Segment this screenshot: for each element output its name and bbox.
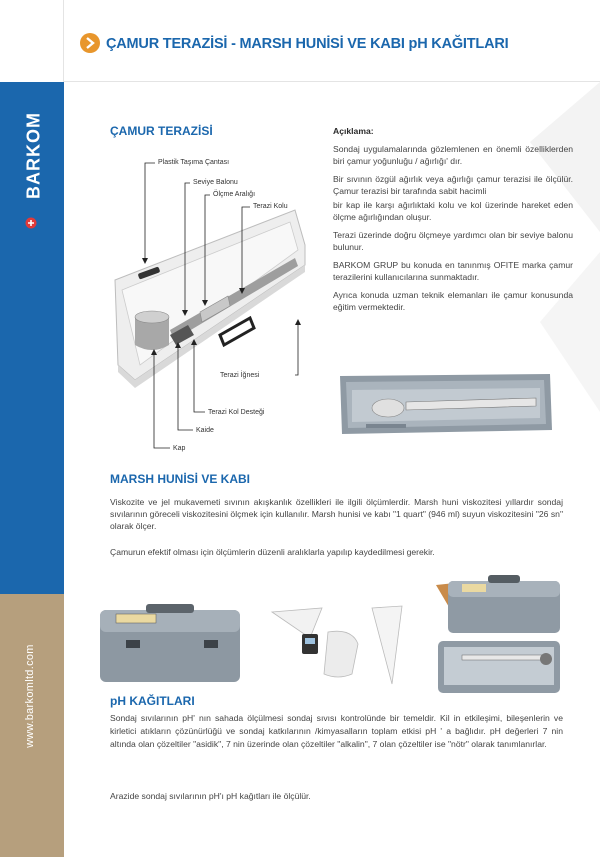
description-heading: Açıklama: (333, 126, 374, 136)
ph-papers-paragraph-2: Arazide sondaj sıvılarının pH'ı pH kağıtları ile ölçülür. (110, 791, 311, 801)
page-title: ÇAMUR TERAZİSİ - MARSH HUNİSİ VE KABI pH KAĞITLARI (106, 36, 509, 52)
mud-balance-case-photo (336, 368, 554, 440)
mud-balance-description (333, 143, 573, 319)
brand-logo (14, 95, 48, 225)
description-paragraph: Ayrıca konuda uzman teknik elemanları ile çamur konusunda eğitim vermektedir. (333, 290, 573, 312)
section-title-ph-papers: pH KAĞITLARI (110, 694, 195, 708)
chevron-right-icon (80, 33, 100, 53)
label-carrying-case: Plastik Taşıma Çantası (158, 159, 230, 166)
page-header (64, 0, 600, 82)
description-paragraph: bir kap ile karşı ağırlıktaki kolu ve kol üzerinde hareket eden ölçme ağırlığından oluşur. (333, 200, 573, 222)
label-balance-arm: Terazi Kolu (253, 203, 288, 210)
side-band-top (0, 0, 64, 82)
marsh-funnel-photo (262, 598, 442, 688)
description-paragraph: BARKOM GRUP bu konuda en tanınmış OFITE marka çamur terazilerini kullanıcılarına sunmaktadır. (333, 260, 573, 282)
label-balance-needle: Terazi İğnesi (220, 372, 260, 379)
brand-mark-icon (25, 217, 37, 229)
label-level-bubble: Seviye Balonu (193, 179, 238, 186)
side-band (0, 0, 64, 857)
label-cup: Kap (173, 445, 186, 452)
label-base: Kaide (196, 427, 214, 434)
section-title-marsh-funnel: MARSH HUNİSİ VE KABI (110, 472, 251, 486)
marsh-funnel-paragraph-2: Çamurun efektif olması için ölçümlerin düzenli aralıklarla yapılıp kaydedilmesi gerekir. (110, 547, 435, 557)
ph-kit-photo (434, 575, 564, 695)
description-paragraph: Terazi üzerinde doğru ölçmeye yardımcı olan bir seviye balonu bulunur. (333, 230, 573, 252)
section-title-mud-balance: ÇAMUR TERAZİSİ (110, 124, 213, 138)
ph-papers-paragraph-1: Sondaj sıvılarının pH' nın sahada ölçülmesi sondaj sıvısı kontrolünde bir temeldir. Kil in etkileşimi, bileşenlerin ve kirletici atıkların çözünürlüğü ve sondaj katkılarının /kimyasalların toplam etkisi pH ' a bağlıdır. pH değerleri 7 nin altında olan çözeltiler "asidik", 7 nin üzerinde olan çözeltiler "alkalin", 7 olan çözeltiler ise "nötr" olarak tanımlanırlar. (110, 713, 563, 749)
marsh-funnel-case-photo (96, 600, 246, 686)
marsh-funnel-paragraph-1: Viskozite ve jel mukavemeti sıvının akışkanlık özellikleri ile ilgili ölçümlerdir. Marsh huni viskozitesi yıllardır sondaj sıvılarının göreceli viskozitesini ölçmek için kullanılır. Marsh hunisi ve kabı "1 quart" (946 ml) suyun viskozitesini "26 sn" olarak ölçer. (110, 497, 563, 531)
label-arm-support: Terazi Kol Desteği (208, 409, 265, 416)
description-paragraph: Bir sıvının özgül ağırlık veya ağırlığı çamur terazisi ile ölçülür. Çamur terazisi bir tarafında sabit hacimli (333, 174, 573, 196)
website-url[interactable]: www.barkomltd.com (24, 644, 36, 748)
brand-name: BARKOM (23, 112, 44, 199)
description-paragraph: Sondaj uygulamalarında gözlemlenen en önemli özelliklerden biri çamur yoğunluğu / ağırlığı' dır. (333, 144, 573, 166)
label-measuring-range: Ölçme Aralığı (213, 191, 256, 198)
